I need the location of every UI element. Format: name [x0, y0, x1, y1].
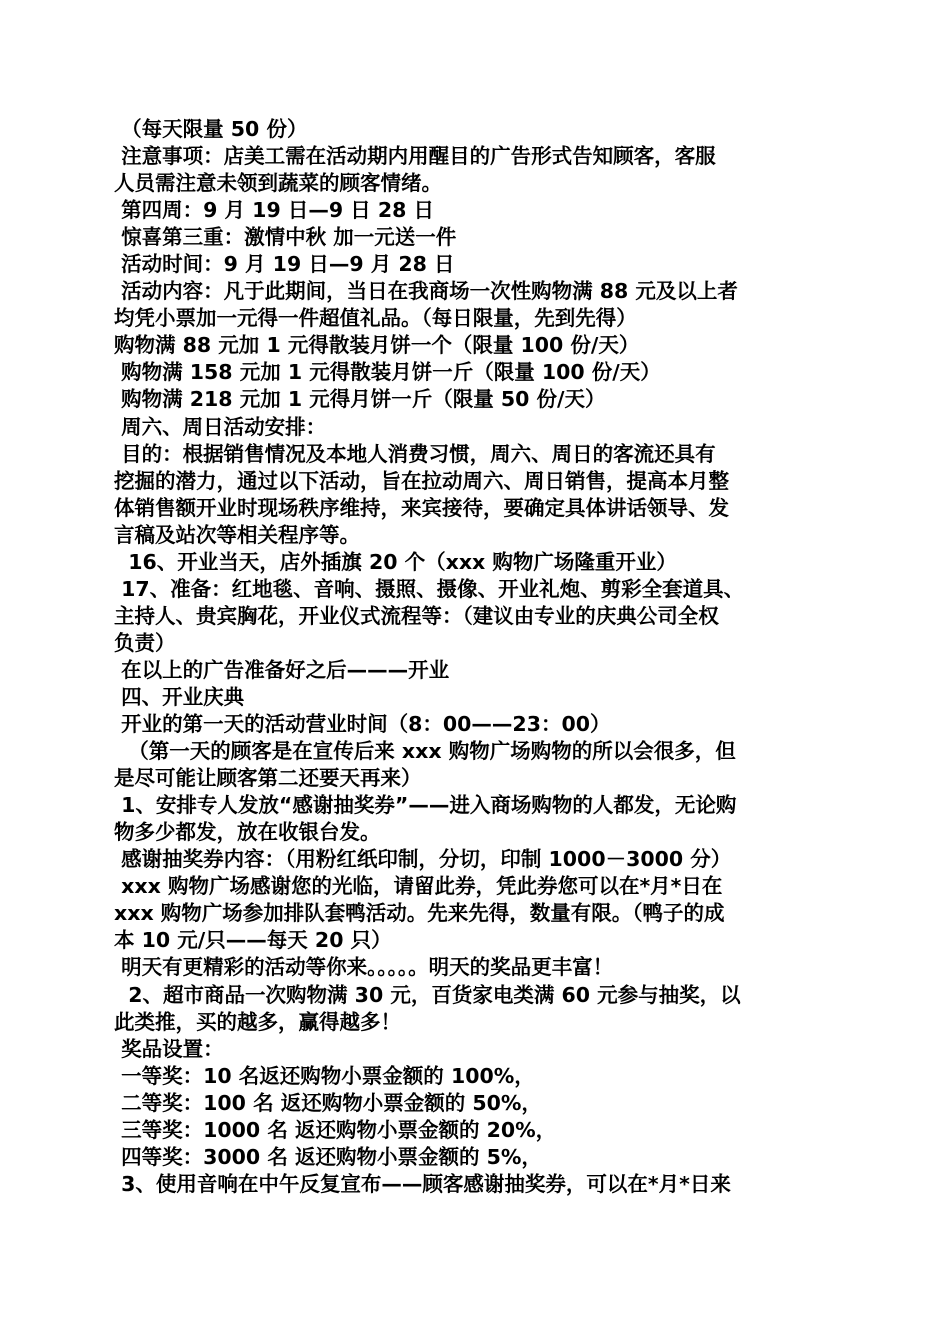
- text-line: 注意事项：店美工需在活动期内用醒目的广告形式告知顾客，客服: [114, 144, 716, 169]
- text-line: 2、超市商品一次购物满 30 元，百货家电类满 60 元参与抽奖，以: [114, 982, 741, 1007]
- text-line: 主持人、贵宾胸花，开业仪式流程等：（建议由专业的庆典公司全权: [114, 603, 719, 628]
- text-line: xxx 购物广场参加排队套鸭活动。先来先得，数量有限。（鸭子的成: [114, 901, 725, 926]
- text-line: 目的：根据销售情况及本地人消费习惯，周六、周日的客流还具有: [114, 441, 716, 466]
- text-line: 活动内容：凡于此期间，当日在我商场一次性购物满 88 元及以上者: [114, 279, 738, 304]
- text-line: 明天有更精彩的活动等你来。。。。。明天的奖品更丰富！: [114, 955, 614, 980]
- text-line: 3、使用音响在中午反复宣布——顾客感谢抽奖券，可以在*月*日来: [114, 1171, 731, 1196]
- text-line: 周六、周日活动安排：: [114, 414, 327, 439]
- text-line: 人员需注意未领到蔬菜的顾客情绪。: [114, 171, 442, 196]
- text-line: 挖掘的潜力，通过以下活动，旨在拉动周六、周日销售，提高本月整: [114, 468, 729, 493]
- text-line: 感谢抽奖券内容：（用粉红纸印制，分切，印制 1000－3000 分）: [114, 847, 732, 872]
- text-line: xxx 购物广场感谢您的光临，请留此券，凭此券您可以在*月*日在: [114, 874, 723, 899]
- text-line: 购物满 88 元加 1 元得散装月饼一个（限量 100 份/天）: [114, 333, 640, 358]
- document-body: [114, 116, 838, 1198]
- text-line: （第一天的顾客是在宣传后来 xxx 购物广场购物的所以会很多，但: [114, 739, 736, 764]
- text-line: 体销售额开业时现场秩序维持，来宾接待，要确定具体讲话领导、发: [114, 495, 729, 520]
- text-line: 16、开业当天，店外插旗 20 个（xxx 购物广场隆重开业）: [114, 549, 677, 574]
- text-line: （每天限量 50 份）: [114, 117, 308, 141]
- text-line: 二等奖：100 名 返还购物小票金额的 50%，: [114, 1090, 542, 1115]
- text-line: 奖品设置：: [114, 1036, 224, 1061]
- text-line: 第四周：9 月 19 日—9 日 28 日: [114, 198, 435, 223]
- text-line: 是尽可能让顾客第二还要天再来）: [114, 766, 422, 791]
- text-line: 物多少都发，放在收银台发。: [114, 820, 381, 845]
- text-line: 开业的第一天的活动营业时间（8：00——23：00）: [114, 712, 611, 737]
- text-line: 本 10 元/只——每天 20 只）: [114, 928, 392, 953]
- text-line: 四等奖：3000 名 返还购物小票金额的 5%，: [114, 1144, 542, 1169]
- text-line: 此类推，买的越多，赢得越多！: [114, 1009, 401, 1034]
- text-line: 言稿及站次等相关程序等。: [114, 522, 360, 547]
- text-line: 1、安排专人发放“感谢抽奖券”——进入商场购物的人都发，无论购: [114, 793, 737, 818]
- text-line: 活动时间：9 月 19 日—9 月 28 日: [114, 252, 455, 277]
- text-line: 一等奖：10 名返还购物小票金额的 100%，: [114, 1063, 535, 1088]
- text-line: 均凭小票加一元得一件超值礼品。（每日限量，先到先得）: [114, 306, 637, 331]
- text-line: 惊喜第三重：激情中秋 加一元送一件: [114, 225, 457, 250]
- text-line: 三等奖：1000 名 返还购物小票金额的 20%，: [114, 1117, 557, 1142]
- text-line: 四、开业庆典: [114, 684, 245, 709]
- text-line: 负责）: [114, 630, 176, 655]
- text-line: 在以上的广告准备好之后———开业: [114, 657, 450, 682]
- text-line: 17、准备：红地毯、音响、摄照、摄像、开业礼炮、剪彩全套道具、: [114, 576, 745, 601]
- text-line: 购物满 218 元加 1 元得月饼一斤（限量 50 份/天）: [114, 387, 606, 412]
- text-line: 购物满 158 元加 1 元得散装月饼一斤（限量 100 份/天）: [114, 360, 661, 385]
